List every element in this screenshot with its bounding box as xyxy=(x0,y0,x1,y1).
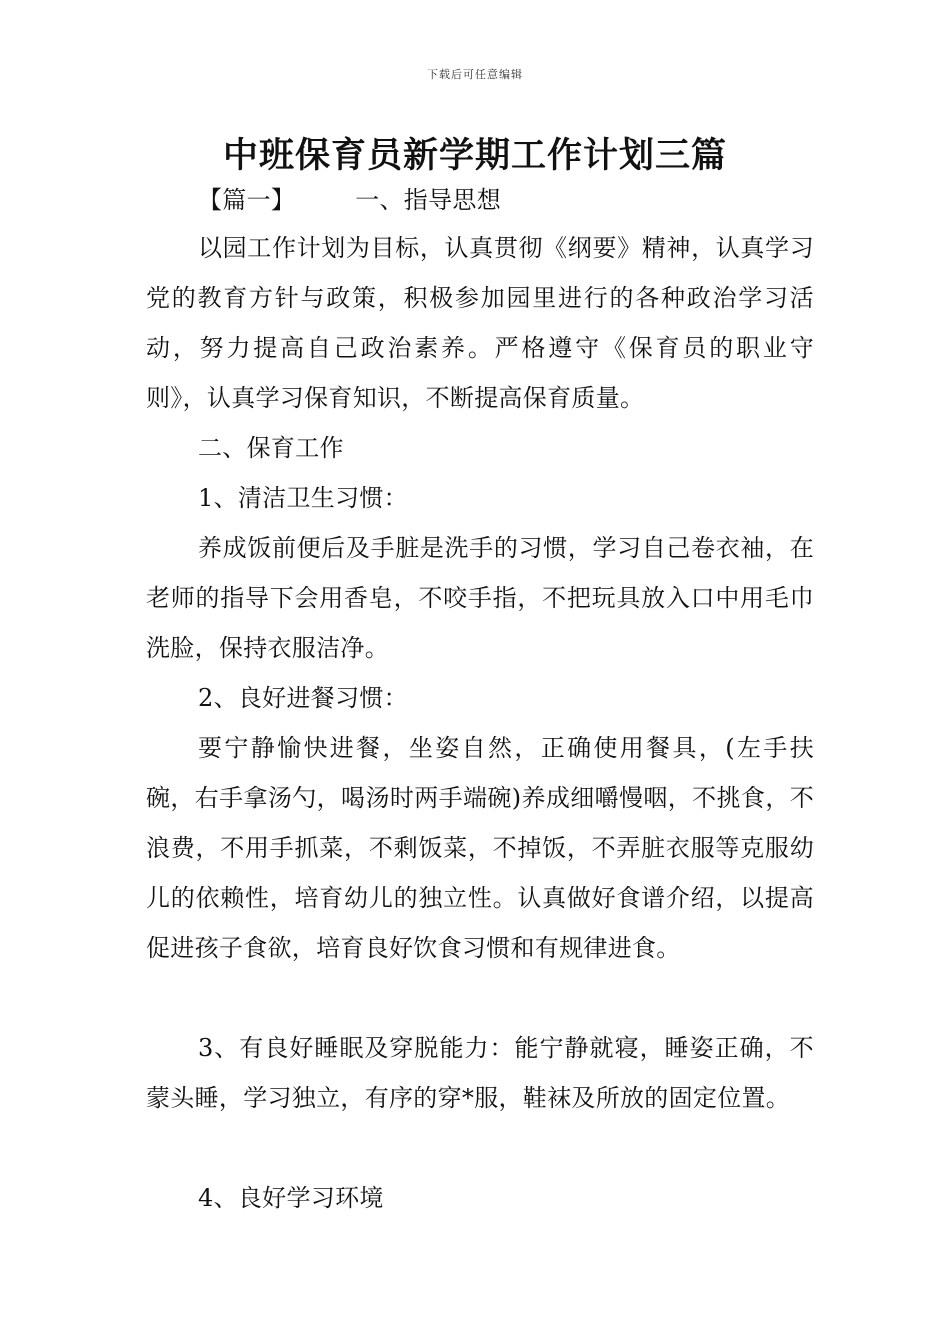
paragraph-text: 要宁静愉快进餐，坐姿自然，正确使用餐具，(左手扶碗，右手拿汤勺，喝汤时两手端碗)养成细嚼慢咽，不挑食，不浪费，不用手抓菜，不剩饭菜，不掉饭，不弄脏衣服等克服幼儿的依赖性，培育幼儿的独立性。认真做好食谱介绍，以提高促进孩子食欲，培育良好饮食习惯和有规律进食。 xyxy=(146,734,814,962)
subheading-text: 4、良好学习环境 xyxy=(198,1184,384,1212)
subheading-text: 2、良好进餐习惯： xyxy=(198,684,408,712)
paragraph-guiding-ideology xyxy=(146,223,814,423)
subheading-learning-environment xyxy=(146,1173,814,1223)
paragraph-text: 3、有良好睡眠及穿脱能力：能宁静就寝，睡姿正确，不蒙头睡，学习独立，有序的穿*服，鞋袜及所放的固定位置。 xyxy=(146,1034,814,1112)
paragraph-sleep xyxy=(146,1023,814,1123)
paragraph-text: 以园工作计划为目标，认真贯彻《纲要》精神，认真学习党的教育方针与政策，积极参加园里进行的各种政治学习活动，努力提高自己政治素养。严格遵守《保育员的职业守则》，认真学习保育知识，不断提高保育质量。 xyxy=(146,234,814,412)
subheading-eating xyxy=(146,673,814,723)
subheading-hygiene xyxy=(146,473,814,523)
paragraph-eating xyxy=(146,723,814,973)
section-heading-line xyxy=(146,175,814,225)
section-tag: 【篇一】 xyxy=(198,186,296,214)
header-note: 下载后可任意编辑 xyxy=(427,68,523,81)
paragraph-hygiene xyxy=(146,523,814,673)
heading-guiding-ideology: 一、指导思想 xyxy=(355,186,502,214)
subheading-text: 1、清洁卫生习惯： xyxy=(198,484,408,512)
heading-care-work xyxy=(146,423,814,473)
paragraph-text: 养成饭前便后及手脏是洗手的习惯，学习自己卷衣袖，在老师的指导下会用香皂，不咬手指，不把玩具放入口中用毛巾洗脸，保持衣服洁净。 xyxy=(146,534,814,662)
document-title: 中班保育员新学期工作计划三篇 xyxy=(222,136,727,176)
heading-text: 二、保育工作 xyxy=(198,434,344,462)
